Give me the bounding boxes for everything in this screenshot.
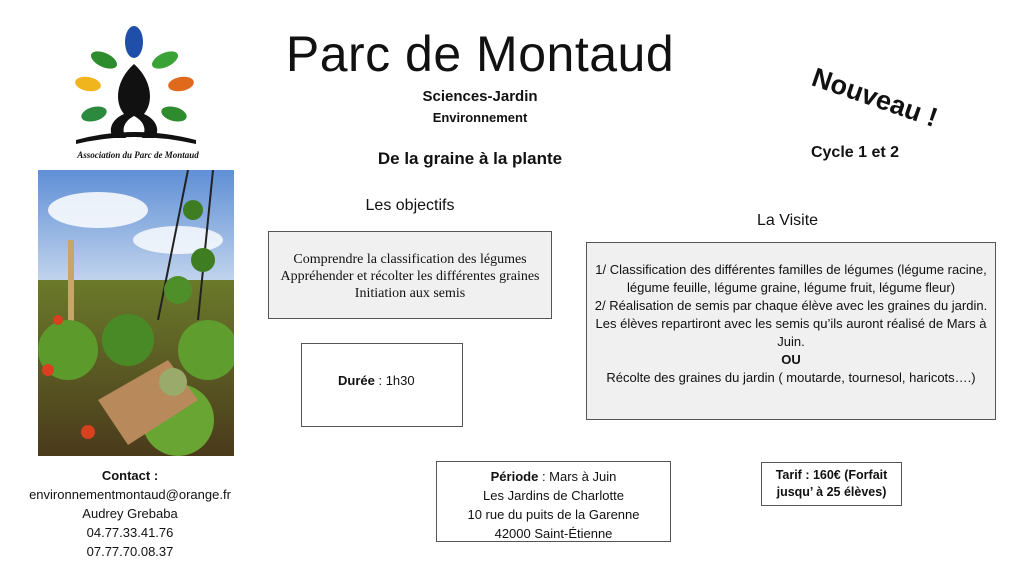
duree-value: 1h30 (385, 373, 415, 388)
page-title: Parc de Montaud (285, 26, 675, 82)
periode-city: 42000 Saint-Étienne (494, 526, 613, 541)
contact-email: environnementmontaud@orange.fr (29, 487, 231, 502)
contact-block (10, 466, 250, 561)
contact-name: Audrey Grebaba (82, 506, 178, 521)
objectif-item: Comprendre la classification des légumes (293, 252, 527, 267)
subtitle-sciences-jardin: Sciences-Jardin (422, 88, 538, 105)
duree-box (301, 343, 463, 427)
subtitle-environnement: Environnement (432, 110, 528, 125)
cycle-label: Cycle 1 et 2 (810, 144, 900, 161)
contact-phone-1: 04.77.33.41.76 (86, 525, 174, 540)
leaf-icon (149, 48, 180, 73)
tree-trunk-icon (111, 64, 157, 138)
objectif-item: Appréhender et récolter les différentes graines (280, 269, 540, 284)
objectifs-box (268, 231, 552, 319)
leaf-icon (80, 104, 109, 124)
visite-or: OU (781, 352, 801, 367)
leaf-icon (88, 48, 119, 73)
visite-line: 2/ Réalisation de semis par chaque élève avec les graines du jardin. (594, 298, 988, 313)
visite-heading: La Visite (756, 212, 819, 229)
objectifs-heading: Les objectifs (365, 197, 455, 214)
figure-head-icon (139, 89, 149, 99)
leaf-icon (160, 104, 189, 124)
leaf-icon (74, 75, 102, 93)
visite-line: Les élèves repartiront avec les semis qu’ils auront réalisé de Mars à Juin. (595, 316, 987, 349)
tree-logo-icon (68, 24, 208, 166)
garden-photo (38, 170, 234, 456)
leaf-icon (167, 75, 195, 93)
duree-label: Durée (338, 373, 375, 388)
nouveau-badge: Nouveau ! (808, 62, 942, 133)
leaf-top-icon (125, 26, 143, 58)
figure-head-icon (120, 89, 130, 99)
periode-label: Période (490, 469, 539, 484)
objectif-item: Initiation aux semis (354, 286, 466, 301)
periode-value: : Mars à Juin (538, 469, 617, 484)
theme-heading: De la graine à la plante (377, 149, 563, 168)
periode-place: Les Jardins de Charlotte (483, 488, 624, 503)
contact-label: Contact : (101, 468, 159, 483)
periode-box (436, 461, 671, 542)
visite-line: 1/ Classification des différentes familles de légumes (légume racine, légume feuille, légume graine, légume fruit, légume fleur) (595, 262, 987, 295)
visite-line: Récolte des graines du jardin ( moutarde, tournesol, haricots….) (606, 370, 976, 385)
duree-separator: : (374, 373, 386, 388)
contact-phone-2: 07.77.70.08.37 (86, 544, 174, 559)
ground-icon (76, 132, 196, 144)
association-logo (68, 24, 208, 166)
logo-caption: Association du Parc de Montaud (77, 150, 199, 160)
visite-box (586, 242, 996, 420)
periode-street: 10 rue du puits de la Garenne (467, 507, 640, 522)
tarif-box: Tarif : 160€ (Forfait jusqu’ à 25 élèves) (761, 462, 902, 506)
